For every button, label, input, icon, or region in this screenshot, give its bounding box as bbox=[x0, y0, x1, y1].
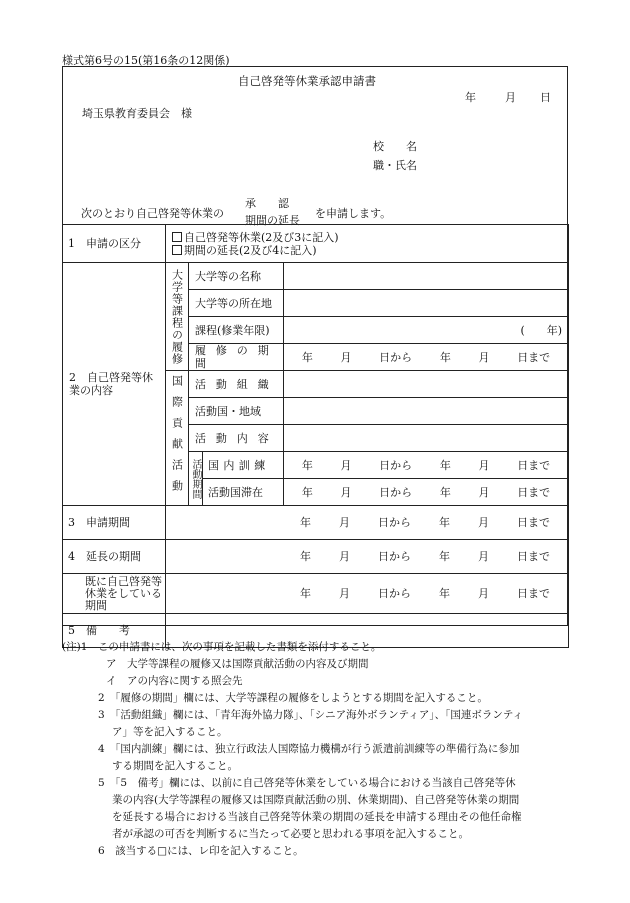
intl-training-label: 国内訓練 bbox=[203, 452, 284, 479]
univ-group-label: 大学等課程の履修 bbox=[170, 268, 184, 365]
note-line: ア 大学等課程の履修又は国際貢献活動の内容及び期間 bbox=[106, 658, 369, 670]
note-line: ア」等を記入すること。 bbox=[112, 726, 228, 738]
course-years-paren: ( 年) bbox=[520, 323, 563, 337]
category-label: 1 申請の区分 bbox=[63, 225, 166, 263]
univ-course-label: 課程(修業年限) bbox=[189, 317, 284, 344]
applicant-name-label: 職・氏名 bbox=[373, 159, 417, 172]
extension-label: 4 延長の期間 bbox=[63, 540, 166, 574]
intl-group-label: 国際貢献活動 bbox=[170, 375, 184, 501]
univ-name-field[interactable] bbox=[284, 263, 569, 290]
addressee: 埼玉県教育委員会 様 bbox=[82, 107, 192, 120]
univ-period-label: 履修の期間 bbox=[189, 344, 284, 371]
note-line: 2 「履修の期間」欄には、大学等課程の履修をしようとする期間を記入すること。 bbox=[98, 692, 488, 704]
univ-name-label: 大学等の名称 bbox=[189, 263, 284, 290]
school-name-label: 校 名 bbox=[373, 140, 417, 153]
note-line: する期間を記入すること。 bbox=[112, 760, 238, 772]
row-category bbox=[63, 225, 569, 263]
option-approval: 承 認 bbox=[245, 197, 289, 210]
note-line: 4 「国内訓練」欄には、独立行政法人国際協力機構が行う派遣前訓練等の準備行為に参加 bbox=[98, 743, 520, 755]
remarks-label: 5 備 考 bbox=[63, 614, 166, 648]
intl-org-field[interactable] bbox=[284, 371, 569, 398]
intl-stay-field[interactable]: 年 月 日から 年 月 日まで bbox=[284, 479, 569, 506]
univ-location-field[interactable] bbox=[284, 290, 569, 317]
request-suffix: を申請します。 bbox=[315, 207, 392, 220]
category-option-leave[interactable]: 自己啓発等休業(2及び3に記入) bbox=[172, 231, 568, 244]
intl-period-label: 活動期間 bbox=[190, 458, 201, 499]
period-field[interactable]: 年 月 日から 年 月 日まで bbox=[166, 506, 569, 540]
intl-period-cell bbox=[189, 452, 203, 506]
note-line: 6 該当する□には、レ印を記入すること。 bbox=[98, 845, 304, 857]
already-field[interactable]: 年 月 日から 年 月 日まで bbox=[166, 574, 569, 614]
checkbox-icon[interactable] bbox=[172, 232, 182, 242]
note-line: イ アの内容に関する照会先 bbox=[106, 675, 243, 687]
date-month-label: 月 bbox=[505, 91, 516, 104]
already-label: 既に自己啓発等休業をしている期間 bbox=[63, 574, 166, 614]
intl-stay-label: 活動国滞在 bbox=[203, 479, 284, 506]
extension-field[interactable]: 年 月 日から 年 月 日まで bbox=[166, 540, 569, 574]
period-label: 3 申請期間 bbox=[63, 506, 166, 540]
content-label: 2 自己啓発等休業の内容 bbox=[63, 263, 166, 506]
date-year-label: 年 bbox=[465, 91, 476, 104]
univ-group-cell bbox=[166, 263, 189, 371]
intl-country-field[interactable] bbox=[284, 398, 569, 425]
form-number: 様式第6号の15(第16条の12関係) bbox=[62, 54, 230, 67]
univ-period-field[interactable]: 年 月 日から 年 月 日まで bbox=[284, 344, 569, 371]
form-table bbox=[62, 224, 569, 648]
note-line: 3 「活動組織」欄には、「青年海外協力隊」、「シニア海外ボランティア」、「国連ボランティ bbox=[98, 709, 523, 721]
intl-content-field[interactable] bbox=[284, 425, 569, 452]
intl-group-cell bbox=[166, 371, 189, 506]
univ-location-label: 大学等の所在地 bbox=[189, 290, 284, 317]
category-options bbox=[166, 225, 569, 263]
note-line: を延長する場合における当該自己啓発等休業の期間の延長を申請する理由その他任命権 bbox=[112, 811, 522, 823]
form-title: 自己啓発等休業承認申請書 bbox=[238, 74, 376, 88]
note-line: 者が承認の可否を判断するに当たって必要と思われる事項を記入すること。 bbox=[112, 828, 469, 840]
intl-training-field[interactable]: 年 月 日から 年 月 日まで bbox=[284, 452, 569, 479]
note-line: (注)1 この申請書には、次の事項を記載した書類を添付すること。 bbox=[62, 641, 382, 653]
note-line: 業の内容(大学等課程の履修又は国際貢献活動の別、休業期間)、自己啓発等休業の期間 bbox=[112, 794, 520, 806]
date-day-label: 日 bbox=[540, 91, 551, 104]
univ-course-field[interactable] bbox=[284, 317, 569, 344]
option-extension: 期間の延長 bbox=[245, 214, 300, 227]
intl-org-label: 活動組織 bbox=[189, 371, 284, 398]
form-header bbox=[63, 67, 567, 225]
request-prefix: 次のとおり自己啓発等休業の bbox=[81, 207, 224, 220]
intl-content-label: 活動内容 bbox=[189, 425, 284, 452]
category-option-extension[interactable]: 期間の延長(2及び4に記入) bbox=[172, 244, 568, 257]
intl-country-label: 活動国・地域 bbox=[189, 398, 284, 425]
notes bbox=[62, 639, 582, 860]
checkbox-icon[interactable] bbox=[172, 245, 182, 255]
note-line: 5 「5 備考」欄には、以前に自己啓発等休業をしている場合における当該自己啓発等休 bbox=[98, 777, 516, 789]
